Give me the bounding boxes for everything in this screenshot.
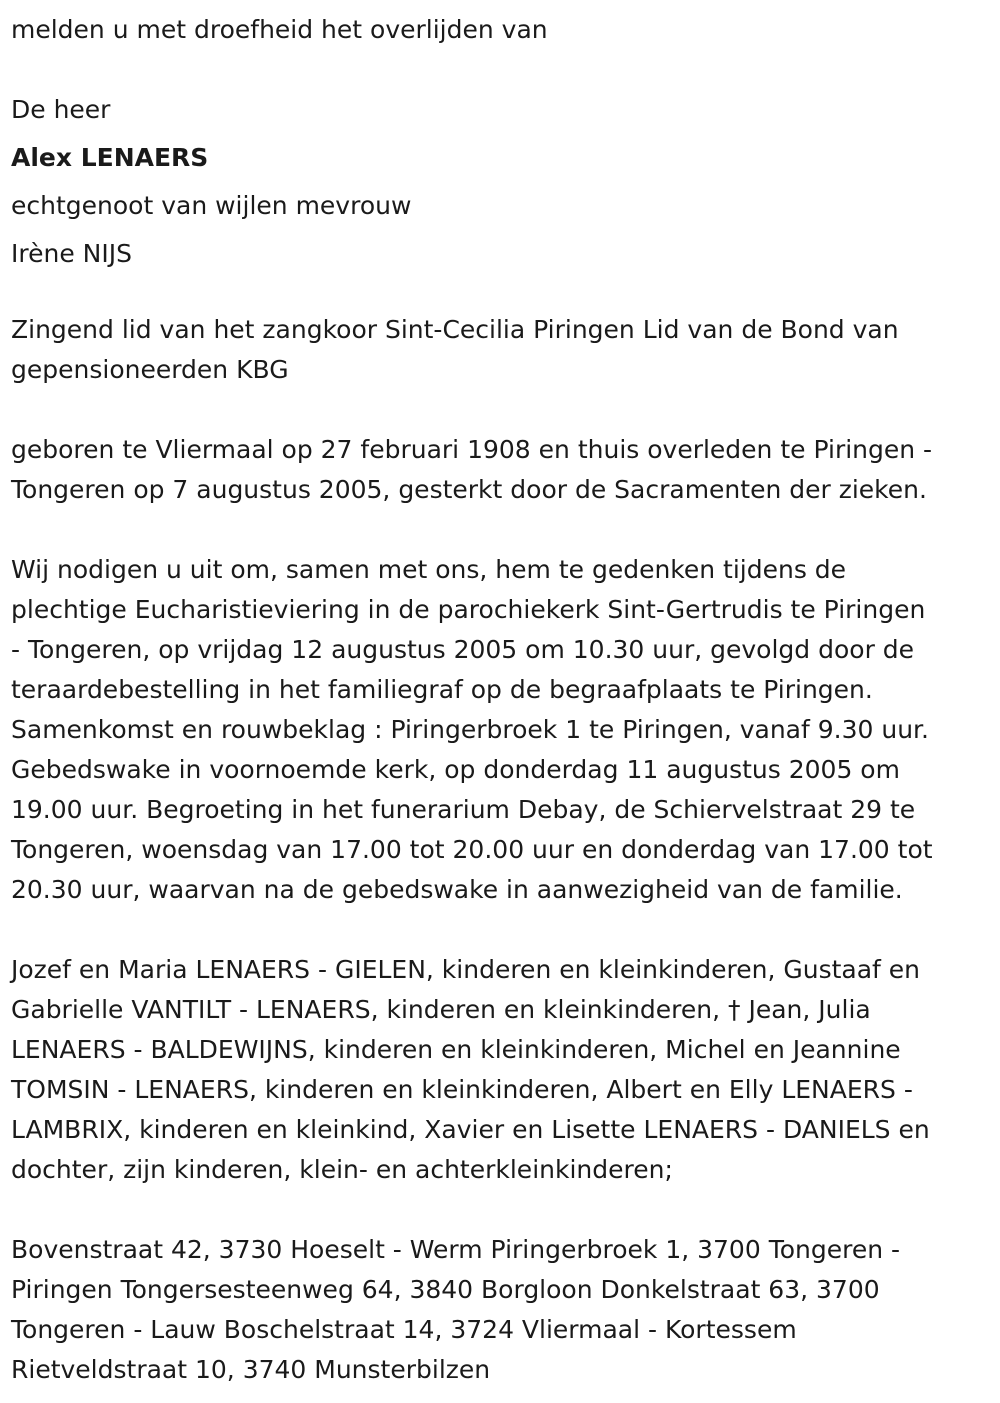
invitation-line: Gebedswake in voornoemde kerk, op donderdag 11 augustus 2005 om <box>11 755 900 784</box>
invitation-line: 19.00 uur. Begroeting in het funerarium Debay, de Schiervelstraat 29 te <box>11 795 916 824</box>
invitation-line: 20.30 uur, waarvan na de gebedswake in aanwezigheid van de familie. <box>11 875 903 904</box>
spacer <box>11 510 990 550</box>
deceased-name: Alex LENAERS <box>11 143 209 172</box>
family-line: Jozef en Maria LENAERS - GIELEN, kinderen en kleinkinderen, Gustaaf en <box>11 955 921 984</box>
family-line: TOMSIN - LENAERS, kinderen en kleinkinderen, Albert en Elly LENAERS - <box>11 1075 913 1104</box>
invitation-line: Tongeren, woensdag van 17.00 tot 20.00 uur en donderdag van 17.00 tot <box>11 835 933 864</box>
deceased-title: De heer <box>11 95 111 124</box>
invitation-line: - Tongeren, op vrijdag 12 augustus 2005 om 10.30 uur, gevolgd door de <box>11 635 915 664</box>
membership-paragraph <box>11 310 990 390</box>
spacer <box>11 54 990 86</box>
membership-line: Zingend lid van het zangkoor Sint-Cecilia Piringen Lid van de Bond van <box>11 315 899 344</box>
spouse-name: Irène NIJS <box>11 239 132 268</box>
spacer <box>11 278 990 310</box>
spacer <box>11 390 990 430</box>
invitation-line: plechtige Eucharistieviering in de parochiekerk Sint-Gertrudis te Piringen <box>11 595 926 624</box>
spacer <box>11 1190 990 1230</box>
address-line: Bovenstraat 42, 3730 Hoeselt - Werm Piringerbroek 1, 3700 Tongeren - <box>11 1235 901 1264</box>
family-line: LAMBRIX, kinderen en kleinkind, Xavier en Lisette LENAERS - DANIELS en <box>11 1115 930 1144</box>
invitation-paragraph <box>11 550 990 910</box>
spouse-label: echtgenoot van wijlen mevrouw <box>11 191 412 220</box>
birth-death-paragraph <box>11 430 990 510</box>
invitation-line: Wij nodigen u uit om, samen met ons, hem te gedenken tijdens de <box>11 555 847 584</box>
address-line: Piringen Tongersesteenweg 64, 3840 Borgloon Donkelstraat 63, 3700 <box>11 1275 880 1304</box>
family-paragraph <box>11 950 990 1190</box>
birth-death-line: geboren te Vliermaal op 27 februari 1908 en thuis overleden te Piringen - <box>11 435 933 464</box>
invitation-line: teraardebestelling in het familiegraf op de begraafplaats te Piringen. <box>11 675 873 704</box>
invitation-line: Samenkomst en rouwbeklag : Piringerbroek 1 te Piringen, vanaf 9.30 uur. <box>11 715 929 744</box>
family-line: dochter, zijn kinderen, klein- en achterkleinkinderen; <box>11 1155 673 1184</box>
intro-text: melden u met droefheid het overlijden van <box>11 15 548 44</box>
family-line: LENAERS - BALDEWIJNS, kinderen en kleinkinderen, Michel en Jeannine <box>11 1035 901 1064</box>
address-line: Tongeren - Lauw Boschelstraat 14, 3724 Vliermaal - Kortessem <box>11 1315 797 1344</box>
birth-death-line: Tongeren op 7 augustus 2005, gesterkt door de Sacramenten der zieken. <box>11 475 927 504</box>
addresses-paragraph <box>11 1230 990 1390</box>
spacer <box>11 910 990 950</box>
address-line: Rietveldstraat 10, 3740 Munsterbilzen <box>11 1355 491 1384</box>
membership-line: gepensioneerden KBG <box>11 355 289 384</box>
family-line: Gabrielle VANTILT - LENAERS, kinderen en kleinkinderen, † Jean, Julia <box>11 995 871 1024</box>
